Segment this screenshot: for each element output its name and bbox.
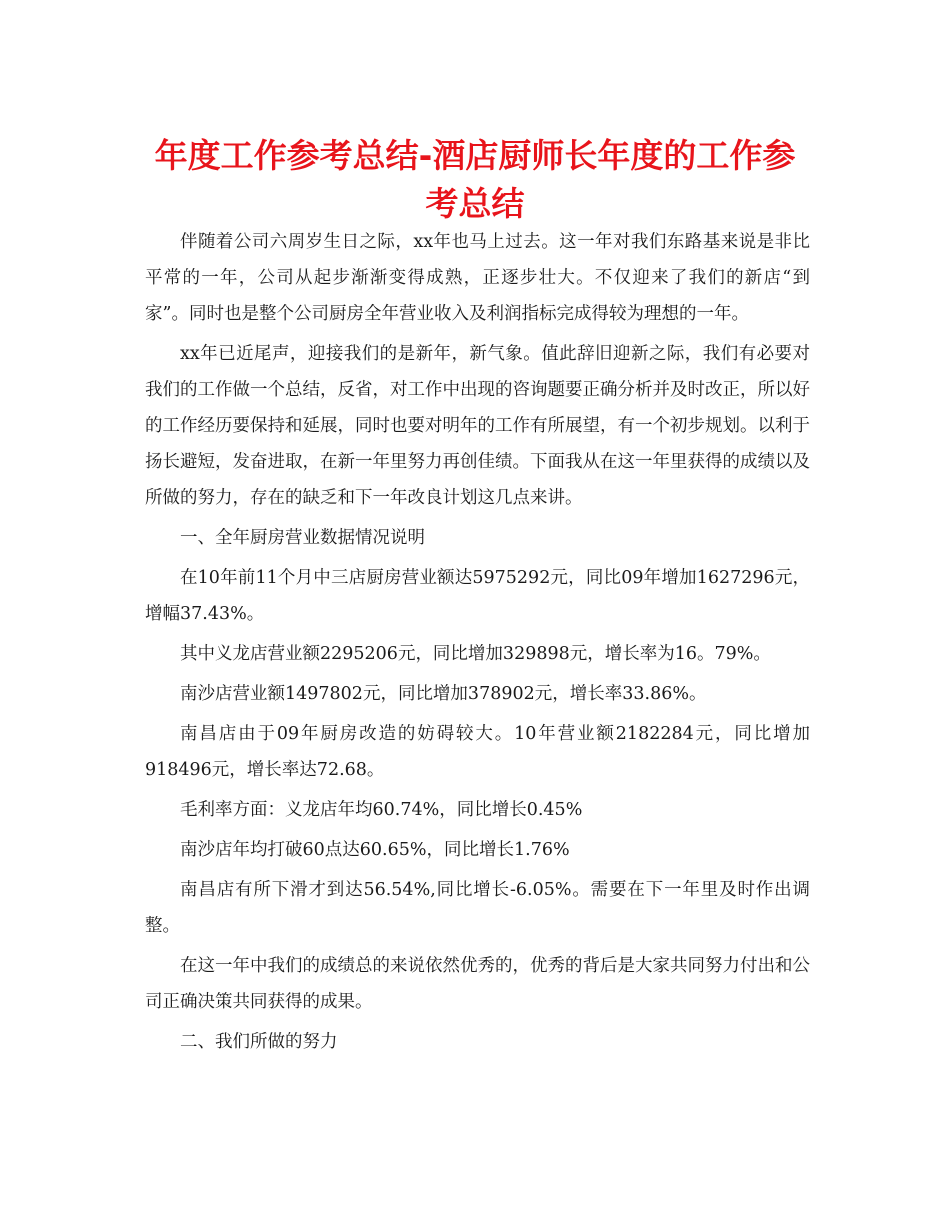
paragraph-summary: xx年已近尾声，迎接我们的是新年，新气象。值此辞旧迎新之际，我们有必要对我们的工作做一个总结，反省，对工作中出现的咨询题要正确分析并及时改正，所以好的工作经历要保持和延展，同时也要对明年的工作有所展望，有一个初步规划。以利于扬长避短，发奋进取，在新一年里努力再创佳绩。下面我从在这一年里获得的成绩以及所做的努力，存在的缺乏和下一年改良计划这几点来讲。 [145,344,810,508]
paragraph-total-revenue: 在10年前11个月中三店厨房营业额达5975292元，同比09年增加1627296元，增幅37.43%。 [145,568,810,624]
paragraph-intro: 伴随着公司六周岁生日之际，xx年也马上过去。这一年对我们东路基来说是非比平常的一年，公司从起步渐渐变得成熟，正逐步壮大。不仅迎来了我们的新店“到家”。同时也是整个公司厨房全年营业收入及利润指标完成得较为理想的一年。 [145,232,810,324]
paragraph-nanchang-revenue: 南昌店由于09年厨房改造的妨碍较大。10年营业额2182284元，同比增加918496元，增长率达72.68。 [145,724,810,780]
paragraph-nanchang-margin: 南昌店有所下滑才到达56.54%,同比增长-6.05%。需要在下一年里及时作出调整。 [145,880,810,936]
document-title: 年度工作参考总结-酒店厨师长年度的工作参考总结 [154,136,796,223]
document-body [145,224,810,1064]
paragraph-yilong-revenue: 其中义龙店营业额2295206元，同比增加329898元，增长率为16。79%。 [180,644,771,664]
paragraph-nansha-revenue: 南沙店营业额1497802元，同比增加378902元，增长率33.86%。 [180,684,707,704]
section-heading-2: 二、我们所做的努力 [180,1032,338,1052]
paragraph-conclusion: 在这一年中我们的成绩总的来说依然优秀的，优秀的背后是大家共同努力付出和公司正确决策共同获得的成果。 [145,956,810,1012]
paragraph-nansha-margin: 南沙店年均打破60点达60.65%，同比增长1.76% [180,840,570,860]
section-heading-1: 一、全年厨房营业数据情况说明 [180,528,425,548]
paragraph-yilong-margin: 毛利率方面：义龙店年均60.74%，同比增长0.45% [180,800,583,820]
